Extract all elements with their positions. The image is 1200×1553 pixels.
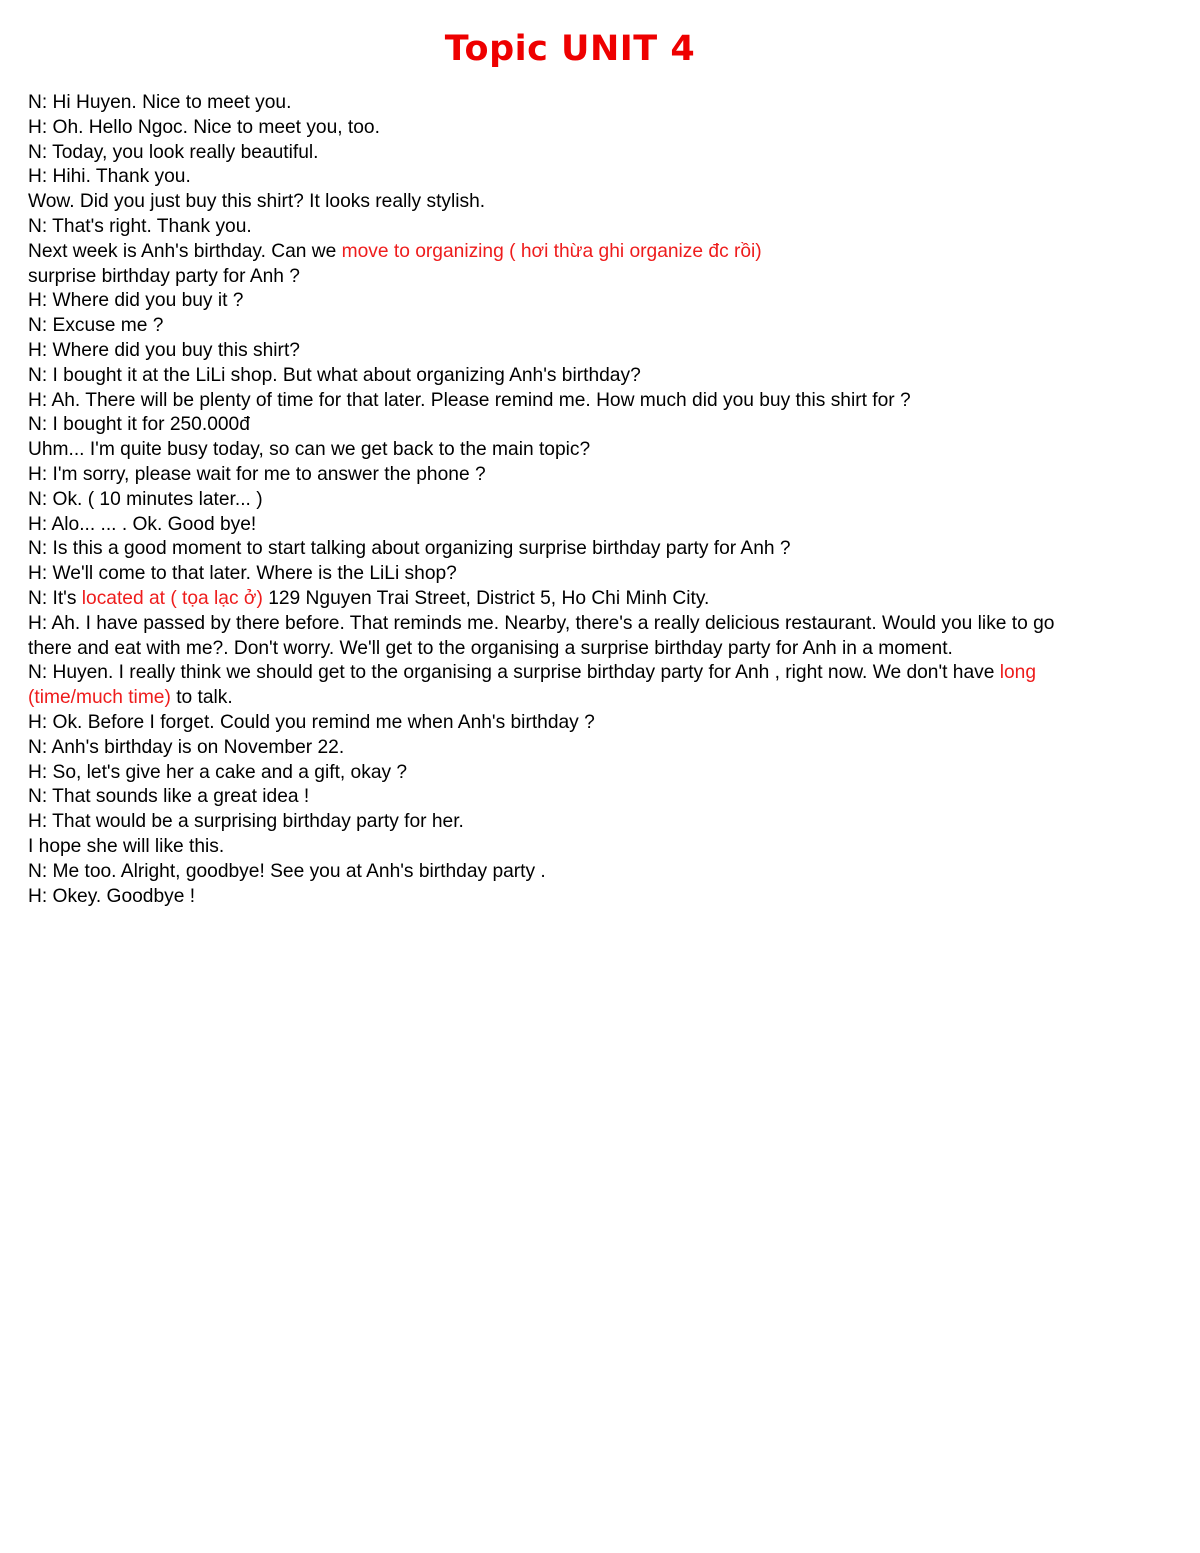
- line-text: Next week is Anh's birthday. Can we: [28, 240, 342, 262]
- dialogue-line: [28, 562, 1194, 587]
- line-text: there and eat with me?. Don't worry. We'll get to the organising a surprise birthday party for Anh in a moment.: [28, 637, 953, 659]
- line-text: N: That's right. Thank you.: [28, 215, 252, 237]
- dialogue-line: [28, 761, 1194, 786]
- line-text: H: Where did you buy it ?: [28, 290, 244, 312]
- line-text: Wow. Did you just buy this shirt? It looks really stylish.: [28, 191, 486, 213]
- dialogue-line: [28, 885, 1194, 910]
- line-text: 129 Nguyen Trai Street, District 5, Ho Chi Minh City.: [262, 587, 710, 609]
- dialogue-line: [28, 686, 1194, 711]
- dialogue-line: [28, 438, 1194, 463]
- line-text: H: Alo... ... . Ok. Good bye!: [28, 513, 257, 535]
- dialogue-line: [28, 314, 1194, 339]
- line-text: H: So, let's give her a cake and a gift, okay ?: [28, 761, 408, 783]
- dialogue-line: [28, 413, 1194, 438]
- dialogue-line: [28, 165, 1194, 190]
- dialogue-line: [28, 661, 1194, 686]
- line-text: H: Ah. There will be plenty of time for that later. Please remind me. How much did you buy this shirt for ?: [28, 389, 911, 411]
- dialogue-line: [28, 265, 1194, 290]
- line-text: N: Is this a good moment to start talking about organizing surprise birthday party for Anh ?: [28, 538, 791, 560]
- annotation-text: located at ( tọa lạc ở): [81, 587, 263, 609]
- annotation-text: move to organizing ( hơi thừa ghi organize đc rồi): [341, 240, 762, 262]
- line-text: H: We'll come to that later. Where is the LiLi shop?: [28, 563, 457, 585]
- line-text: N: I bought it at the LiLi shop. But what about organizing Anh's birthday?: [28, 364, 641, 386]
- dialogue-line: [28, 215, 1194, 240]
- line-text: Uhm... I'm quite busy today, so can we get back to the main topic?: [28, 439, 591, 461]
- dialogue-line: [28, 513, 1194, 538]
- dialogue-line: [28, 537, 1194, 562]
- line-text: H: Hihi. Thank you.: [28, 166, 191, 188]
- line-text: N: Hi Huyen. Nice to meet you.: [28, 92, 292, 113]
- line-text: N: Anh's birthday is on November 22.: [28, 736, 345, 758]
- dialogue-line: [28, 364, 1194, 389]
- dialogue-line: [28, 91, 1194, 116]
- line-text: N: Ok. ( 10 minutes later... ): [28, 488, 263, 510]
- dialogue-line: [28, 240, 1194, 265]
- dialogue-line: [28, 116, 1194, 141]
- dialogue-line: [28, 488, 1194, 513]
- dialogue-line: [28, 612, 1194, 637]
- line-text: to talk.: [170, 687, 233, 709]
- dialogue-line: [28, 860, 1194, 885]
- dialogue-line: [28, 637, 1194, 662]
- dialogue-line: [28, 141, 1194, 166]
- dialogue-line: [28, 711, 1194, 736]
- document-title: Topic UNIT 4: [444, 29, 696, 69]
- line-text: H: I'm sorry, please wait for me to answer the phone ?: [28, 463, 486, 485]
- line-text: H: That would be a surprising birthday party for her.: [28, 811, 464, 833]
- line-text: N: Me too. Alright, goodbye! See you at Anh's birthday party .: [28, 860, 546, 882]
- dialogue-line: [28, 736, 1194, 761]
- line-text: H: Ah. I have passed by there before. That reminds me. Nearby, there's a really delicious restaurant. Would you like to go: [28, 612, 1055, 634]
- dialogue-transcript: [28, 91, 1194, 909]
- line-text: H: Okey. Goodbye !: [28, 885, 196, 907]
- line-text: N: I bought it for 250.000đ: [28, 414, 250, 436]
- dialogue-line: [28, 587, 1194, 612]
- dialogue-line: [28, 339, 1194, 364]
- line-text: H: Ok. Before I forget. Could you remind me when Anh's birthday ?: [28, 711, 595, 733]
- line-text: H: Where did you buy this shirt?: [28, 339, 300, 361]
- dialogue-line: [28, 463, 1194, 488]
- line-text: I hope she will like this.: [28, 835, 225, 857]
- dialogue-line: [28, 389, 1194, 414]
- line-text: N: Today, you look really beautiful.: [28, 141, 319, 163]
- dialogue-line: [28, 289, 1194, 314]
- dialogue-line: [28, 785, 1194, 810]
- annotation-text: (time/much time): [28, 687, 171, 709]
- annotation-text: long: [999, 662, 1037, 684]
- line-text: H: Oh. Hello Ngoc. Nice to meet you, too.: [28, 116, 380, 138]
- dialogue-line: [28, 835, 1194, 860]
- dialogue-line: [28, 190, 1194, 215]
- line-text: surprise birthday party for Anh ?: [28, 265, 300, 287]
- line-text: N: Huyen. I really think we should get to the organising a surprise birthday party for Anh , right now. We don't have: [28, 662, 1000, 684]
- line-text: N: Excuse me ?: [28, 315, 164, 337]
- line-text: N: That sounds like a great idea !: [28, 786, 310, 808]
- dialogue-line: [28, 810, 1194, 835]
- line-text: N: It's: [28, 587, 82, 609]
